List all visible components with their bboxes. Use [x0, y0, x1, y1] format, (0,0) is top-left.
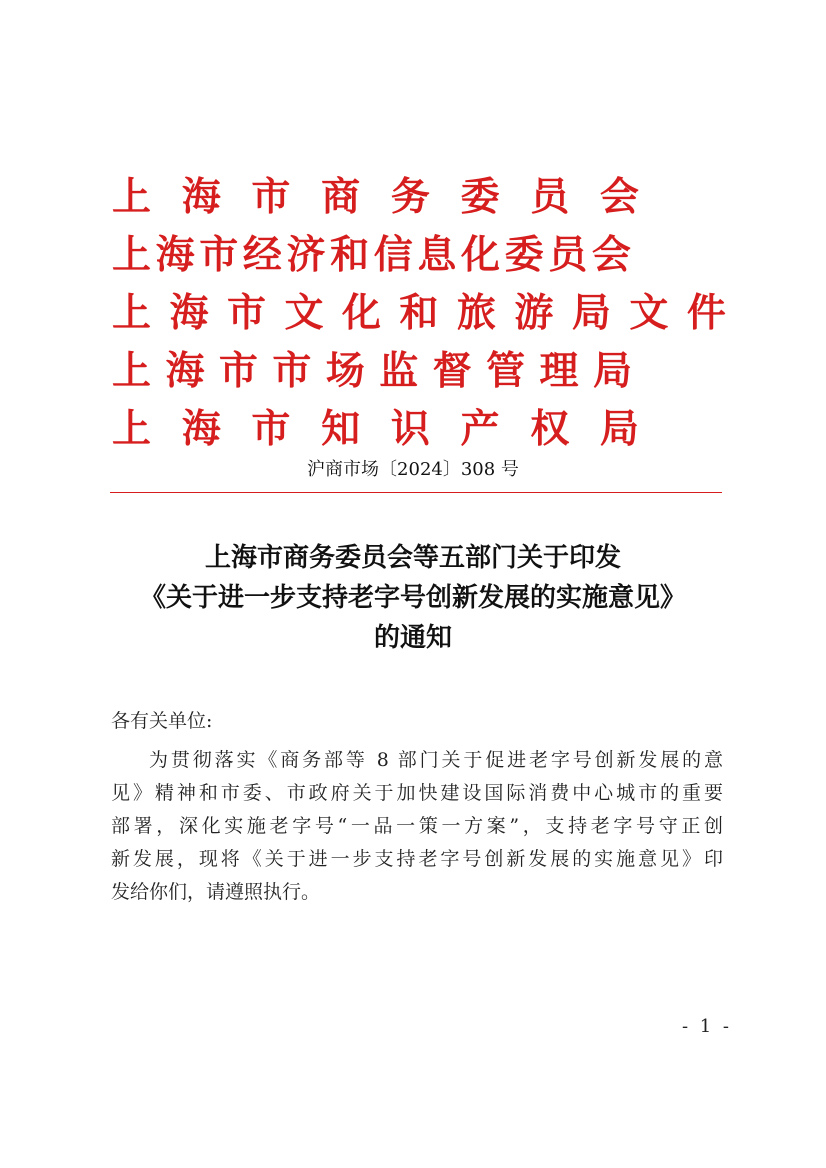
issuer-char: 知: [321, 406, 361, 452]
issuer-char: 场: [325, 348, 365, 394]
issuer-char: 文: [284, 290, 324, 336]
issuer-char: 游: [514, 290, 554, 336]
body-line: 发给你们，请遵照执行。: [111, 881, 321, 903]
document-number: 沪商市场〔2024〕308 号: [307, 459, 519, 480]
body-line: 为贯彻落实《商务部等 8 部门关于促进老字号创新发展的意: [149, 749, 723, 771]
issuer-line-market-regulation: [112, 342, 632, 400]
issuer-char: 市: [218, 348, 258, 394]
title-line: 《关于进一步支持老字号创新发展的实施意见》: [139, 583, 686, 613]
title-line: 的通知: [373, 623, 452, 653]
issuer-char: 识: [390, 406, 430, 452]
issuer-char: 局: [571, 290, 611, 336]
issuer-char: 市: [251, 406, 291, 452]
issuer-char: 海: [169, 290, 209, 336]
body-line: 部署，深化实施老字号“一品一策一方案”，支持老字号守正创: [111, 815, 723, 837]
issuer-char: 市: [199, 232, 239, 278]
issuer-char: 员: [548, 232, 588, 278]
page-number: - 1 -: [681, 1016, 732, 1037]
issuer-char: 商: [321, 174, 361, 220]
issuer-char: 海: [181, 406, 221, 452]
body-line: 新发展，现将《关于进一步支持老字号创新发展的实施意见》印: [111, 848, 723, 870]
issuer-char: 海: [165, 348, 205, 394]
issuer-char: 委: [460, 174, 500, 220]
issuer-char: 会: [591, 232, 631, 278]
issuer-char: 市: [226, 290, 266, 336]
issuer-char: 经: [242, 232, 282, 278]
issuer-char: 产: [460, 406, 500, 452]
issuer-char: 海: [181, 174, 221, 220]
issuer-char: 上: [112, 348, 152, 394]
issuer-line-commerce: [112, 168, 639, 226]
issuer-char: 文: [629, 290, 669, 336]
issuer-char: 委: [504, 232, 544, 278]
issuer-char: 和: [330, 232, 370, 278]
issuing-authorities-header: [112, 168, 752, 458]
issuer-char: 局: [599, 406, 639, 452]
issuer-char: 旅: [456, 290, 496, 336]
document-title: [90, 538, 736, 658]
issuer-char: 市: [272, 348, 312, 394]
issuer-char: 督: [432, 348, 472, 394]
issuer-char: 上: [112, 406, 152, 452]
issuer-char: 上: [112, 290, 152, 336]
issuer-char: 市: [251, 174, 291, 220]
issuer-char: 和: [399, 290, 439, 336]
issuer-char: 上: [112, 232, 152, 278]
issuer-char: 局: [592, 348, 632, 394]
issuer-char: 海: [155, 232, 195, 278]
title-line: 上海市商务委员会等五部门关于印发: [204, 543, 621, 573]
issuer-char: 会: [599, 174, 639, 220]
issuer-char: 员: [530, 174, 570, 220]
issuer-char: 化: [341, 290, 381, 336]
issuer-line-economy-it: [112, 226, 631, 284]
body-paragraph: [111, 744, 723, 909]
issuer-char: 权: [530, 406, 570, 452]
issuer-char: 济: [286, 232, 326, 278]
red-separator-line: [110, 492, 722, 493]
issuer-char: 上: [112, 174, 152, 220]
issuer-char: 信: [373, 232, 413, 278]
issuer-line-intellectual-property: [112, 400, 639, 458]
issuer-char: 监: [379, 348, 419, 394]
issuer-char: 理: [539, 348, 579, 394]
issuer-char: 管: [486, 348, 526, 394]
issuer-char: 化: [461, 232, 501, 278]
issuer-char: 息: [417, 232, 457, 278]
salutation: 各有关单位:: [111, 710, 213, 732]
issuer-char: 件: [686, 290, 726, 336]
issuer-line-culture-tourism: [112, 284, 726, 342]
body-line: 见》精神和市委、市政府关于加快建设国际消费中心城市的重要: [111, 782, 723, 804]
issuer-char: 务: [390, 174, 430, 220]
